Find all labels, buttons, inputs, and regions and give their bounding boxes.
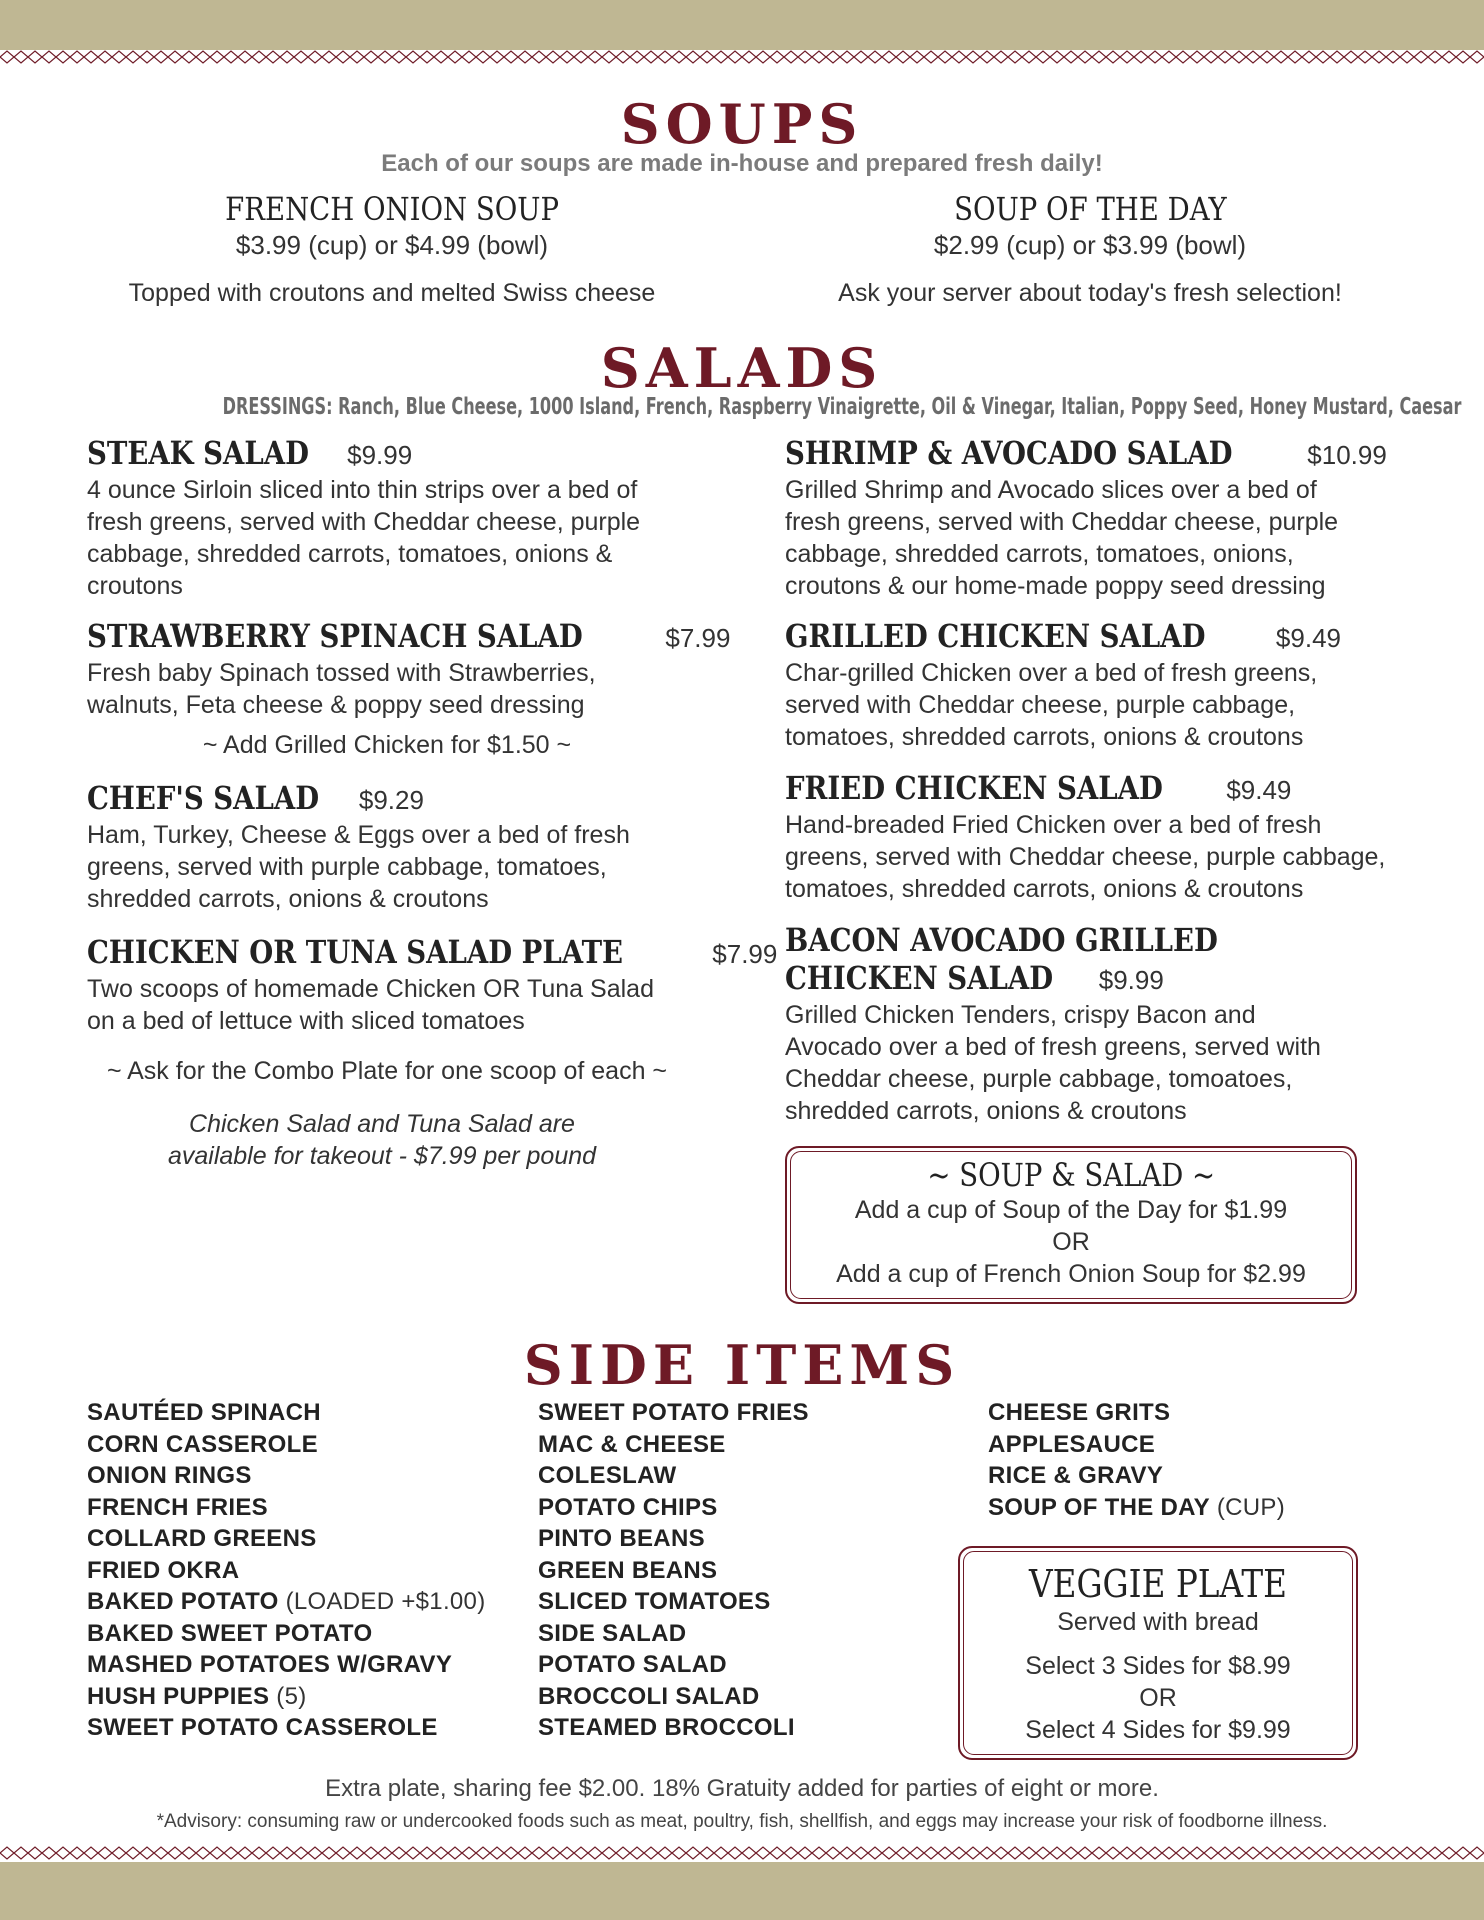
desc-line: Char-grilled Chicken over a bed of fresh greens, — [785, 659, 1318, 687]
side-item: GREEN BEANS — [538, 1556, 718, 1584]
salads-title: SALADS — [600, 336, 884, 400]
soup-salad-line: Add a cup of French Onion Soup for $2.99 — [836, 1260, 1306, 1288]
veggie-plate-subtitle: Served with bread — [1057, 1608, 1259, 1636]
side-item: SIDE SALAD — [538, 1619, 687, 1647]
side-item: CHEESE GRITS — [988, 1399, 1171, 1426]
salad-desc — [785, 999, 1425, 1127]
desc-line: Hand-breaded Fried Chicken over a bed of fresh — [785, 811, 1322, 839]
salad-fried-chicken — [785, 769, 1425, 905]
salad-name: FRIED CHICKEN SALAD — [785, 769, 1163, 807]
salad-name: SHRIMP & AVOCADO SALAD — [785, 434, 1233, 472]
salad-price: $7.99 — [665, 623, 731, 653]
salad-desc — [785, 474, 1425, 602]
desc-line: greens, served with Cheddar cheese, purple cabbage, — [785, 843, 1386, 871]
side-item-extra: (5) — [269, 1682, 307, 1710]
salad-grilled-chicken — [785, 617, 1425, 753]
salad-name: STRAWBERRY SPINACH SALAD — [87, 617, 583, 655]
top-zigzag-border — [0, 50, 1484, 64]
bottom-zigzag-border — [0, 1846, 1484, 1860]
side-item: COLLARD GREENS — [87, 1525, 317, 1552]
bottom-border-band — [0, 1862, 1484, 1920]
desc-line: walnuts, Feta cheese & poppy seed dressing — [87, 691, 585, 719]
side-item: FRENCH FRIES — [87, 1493, 268, 1521]
veggie-plate-line: Select 3 Sides for $8.99 — [1025, 1652, 1291, 1680]
top-border-band — [0, 0, 1484, 50]
salad-price: $7.99 — [712, 939, 778, 969]
sharing-fee-note: Extra plate, sharing fee $2.00. 18% Gratuity added for parties of eight or more. — [325, 1775, 1159, 1802]
side-item-extra: (LOADED +$1.00) — [278, 1588, 486, 1615]
salad-desc — [785, 809, 1425, 905]
side-item: SAUTÉED SPINACH — [87, 1399, 321, 1426]
soup-salad-line: Add a cup of Soup of the Day for $1.99 — [854, 1196, 1288, 1224]
salad-price: $9.49 — [1226, 775, 1292, 805]
desc-line: Grilled Shrimp and Avocado slices over a bed of — [785, 476, 1317, 504]
sides-column-3 — [988, 1397, 1285, 1523]
desc-line: Two scoops of homemade Chicken OR Tuna Salad — [87, 975, 654, 1003]
side-item: FRIED OKRA — [87, 1556, 240, 1584]
side-item: BAKED SWEET POTATO — [87, 1619, 373, 1647]
salad-strawberry-spinach — [87, 617, 731, 721]
veggie-plate-line: OR — [1139, 1684, 1177, 1712]
desc-line: Ham, Turkey, Cheese & Eggs over a bed of fresh — [87, 821, 630, 849]
salad-name: CHICKEN OR TUNA SALAD PLATE — [87, 933, 624, 971]
side-item: BROCCOLI SALAD — [538, 1682, 760, 1710]
veggie-plate-title: VEGGIE PLATE — [1028, 1562, 1287, 1606]
side-item-extra: (CUP) — [1209, 1493, 1286, 1521]
soup-salad-combo-box — [785, 1146, 1357, 1304]
side-item: BAKED POTATO (LOADED +$1.00) — [87, 1588, 486, 1615]
desc-line: greens, served with purple cabbage, tomatoes, — [87, 853, 607, 881]
salad-price: $9.49 — [1275, 623, 1341, 653]
veggie-plate-box — [958, 1546, 1358, 1760]
desc-line: shredded carrots, onions & croutons — [785, 1097, 1187, 1125]
salad-steak — [87, 434, 727, 602]
desc-line: Grilled Chicken Tenders, crispy Bacon and — [785, 1001, 1256, 1029]
salad-chefs — [87, 779, 727, 915]
desc-line: tomatoes, shredded carrots, onions & croutons — [785, 875, 1304, 903]
soup-salad-title: ~ SOUP & SALAD ~ — [927, 1156, 1215, 1194]
side-item: SWEET POTATO CASSEROLE — [87, 1714, 438, 1741]
soup-desc: Ask your server about today's fresh selection! — [838, 279, 1342, 307]
takeout-note — [87, 1108, 677, 1172]
desc-line: on a bed of lettuce with sliced tomatoes — [87, 1007, 525, 1035]
desc-line: Cheddar cheese, purple cabbage, tomoatoes, — [785, 1065, 1293, 1093]
salad-name: CHEF'S SALAD — [87, 779, 320, 817]
side-item: MAC & CHEESE — [538, 1430, 726, 1458]
salad-shrimp-avocado — [785, 434, 1425, 602]
salad-desc — [785, 657, 1425, 753]
dressings-list: DRESSINGS: Ranch, Blue Cheese, 1000 Island, French, Raspberry Vinaigrette, Oil & Vinegar, Italian, Poppy Seed, Honey Mustard, Caesar — [222, 394, 1462, 420]
desc-line: 4 ounce Sirloin sliced into thin strips over a bed of — [87, 476, 638, 504]
salad-desc — [87, 819, 727, 915]
desc-line: fresh greens, served with Cheddar cheese, purple — [87, 508, 641, 536]
soup-price: $3.99 (cup) or $4.99 (bowl) — [235, 230, 549, 260]
desc-line: Fresh baby Spinach tossed with Strawberries, — [87, 659, 596, 687]
salad-bacon-avocado-grilled-chicken — [785, 921, 1425, 1127]
salad-name: CHICKEN SALAD — [785, 959, 1054, 997]
desc-line: tomatoes, shredded carrots, onions & croutons — [785, 723, 1304, 751]
add-grilled-chicken-note: ~ Add Grilled Chicken for $1.50 ~ — [202, 731, 572, 759]
salad-desc — [87, 657, 727, 721]
salad-name: GRILLED CHICKEN SALAD — [785, 617, 1206, 655]
salad-name-line1: BACON AVOCADO GRILLED — [785, 921, 1218, 959]
desc-line: cabbage, shredded carrots, tomatoes, onions, — [785, 540, 1294, 568]
soup-price: $2.99 (cup) or $3.99 (bowl) — [933, 230, 1247, 260]
desc-line: served with Cheddar cheese, purple cabbage, — [785, 691, 1296, 719]
salad-chicken-tuna-plate — [87, 933, 778, 1037]
side-item: SWEET POTATO FRIES — [538, 1399, 809, 1426]
side-item: CORN CASSEROLE — [87, 1430, 318, 1458]
soup-french-onion — [72, 190, 712, 308]
combo-plate-note: ~ Ask for the Combo Plate for one scoop of each ~ — [106, 1057, 668, 1085]
soup-salad-line: OR — [1052, 1228, 1090, 1256]
soups-subtitle: Each of our soups are made in-house and prepared fresh daily! — [381, 150, 1103, 177]
side-item: POTATO SALAD — [538, 1651, 727, 1678]
side-item: HUSH PUPPIES (5) — [87, 1682, 307, 1710]
soup-name: SOUP OF THE DAY — [953, 190, 1227, 228]
salad-price: $10.99 — [1307, 440, 1387, 470]
desc-line: croutons — [87, 572, 183, 600]
side-item: STEAMED BROCCOLI — [538, 1714, 795, 1741]
side-item: RICE & GRAVY — [988, 1462, 1164, 1489]
side-item: POTATO CHIPS — [538, 1493, 718, 1521]
desc-line: shredded carrots, onions & croutons — [87, 885, 489, 913]
salad-price: $9.99 — [347, 440, 413, 470]
side-items-title: SIDE ITEMS — [523, 1333, 961, 1397]
desc-line: croutons & our home-made poppy seed dressing — [785, 572, 1326, 600]
side-item: ONION RINGS — [87, 1462, 252, 1489]
salad-name: STEAK SALAD — [87, 434, 309, 472]
soups-title: SOUPS — [620, 92, 864, 156]
soup-desc: Topped with croutons and melted Swiss cheese — [128, 279, 656, 307]
side-item: APPLESAUCE — [988, 1430, 1156, 1458]
salad-desc — [87, 474, 727, 602]
side-item: COLESLAW — [538, 1462, 677, 1489]
sides-column-2 — [538, 1397, 809, 1744]
salad-price: $9.99 — [1098, 965, 1164, 995]
side-item: SOUP OF THE DAY (CUP) — [988, 1493, 1286, 1521]
sides-column-1 — [87, 1397, 486, 1744]
desc-line: Avocado over a bed of fresh greens, served with — [785, 1033, 1321, 1061]
soup-of-the-day — [770, 190, 1410, 308]
takeout-line: Chicken Salad and Tuna Salad are — [189, 1110, 575, 1138]
desc-line: cabbage, shredded carrots, tomatoes, onions & — [87, 540, 613, 568]
side-item: MASHED POTATOES W/GRAVY — [87, 1651, 453, 1678]
veggie-plate-line: Select 4 Sides for $9.99 — [1025, 1716, 1291, 1744]
soup-name: FRENCH ONION SOUP — [225, 190, 559, 228]
salad-price: $9.29 — [358, 785, 424, 815]
side-item: PINTO BEANS — [538, 1525, 705, 1552]
side-item: SLICED TOMATOES — [538, 1588, 771, 1615]
food-advisory-note: *Advisory: consuming raw or undercooked foods such as meat, poultry, fish, shellfish, and eggs may increase your risk of foodborne illness. — [156, 1811, 1328, 1832]
salad-desc — [87, 973, 727, 1037]
desc-line: fresh greens, served with Cheddar cheese, purple — [785, 508, 1339, 536]
takeout-line: available for takeout - $7.99 per pound — [167, 1142, 597, 1170]
